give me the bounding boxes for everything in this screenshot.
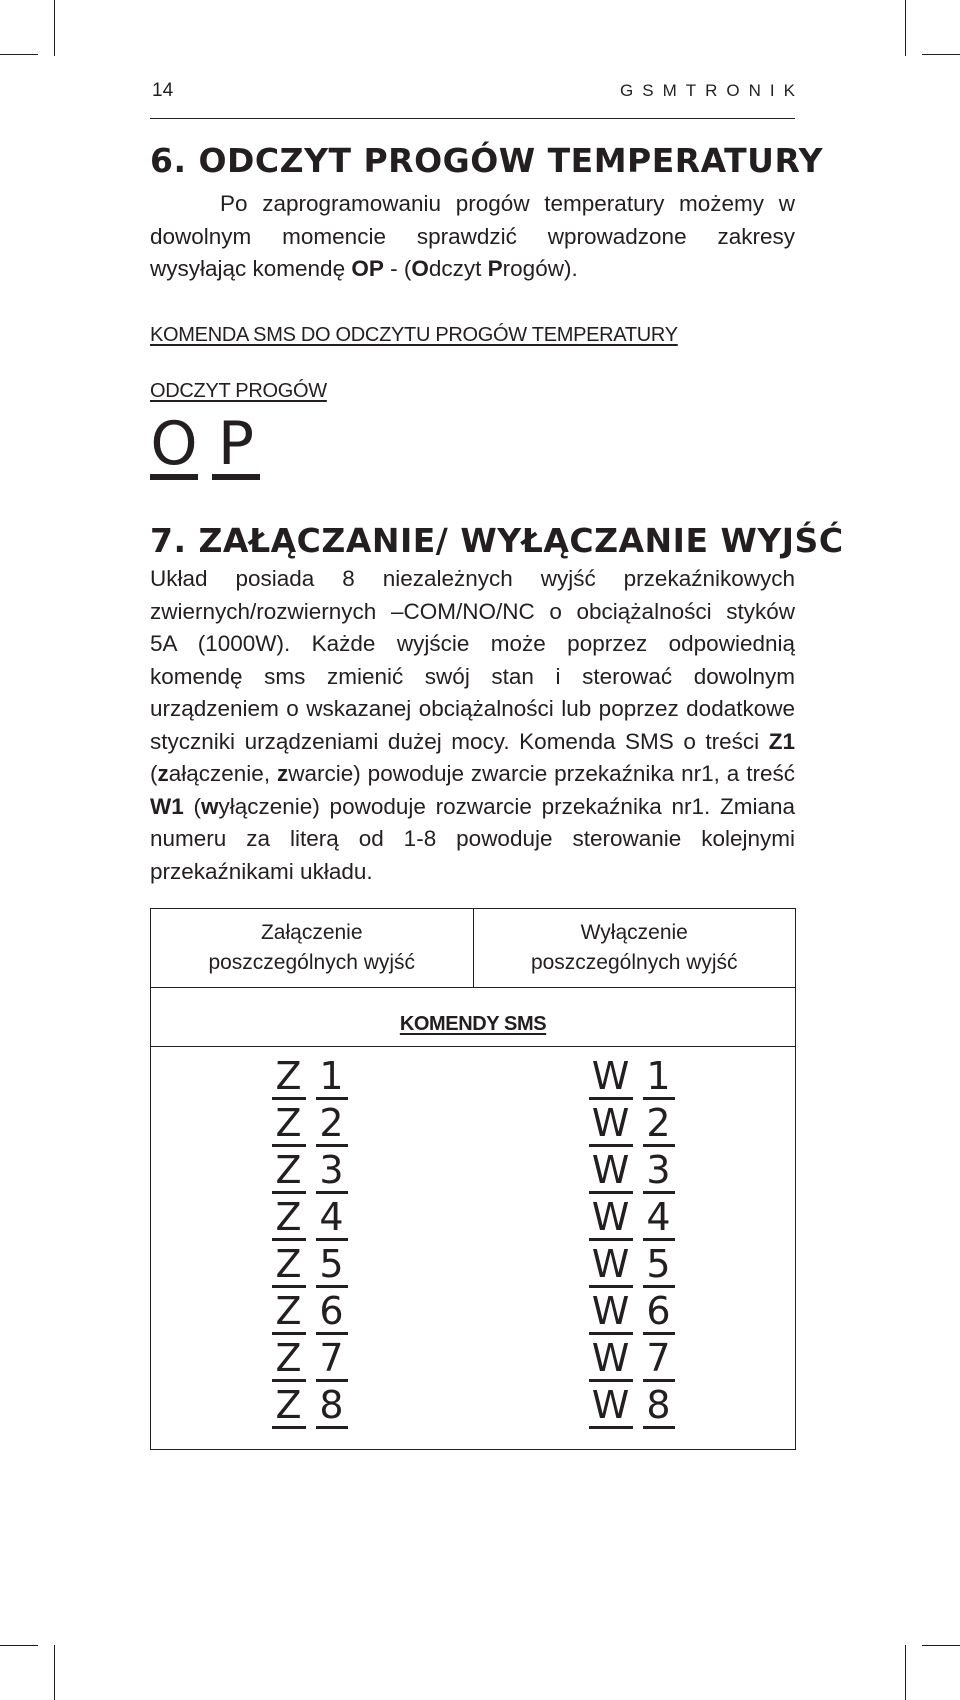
on-column-header: Załączenie poszczególnych wyjść [151, 909, 474, 988]
crop-mark [922, 54, 960, 55]
sms-commands-label-cell [151, 988, 796, 1047]
on-code [272, 1149, 348, 1194]
on-code [272, 1102, 348, 1147]
code-number: 2 [316, 1102, 348, 1147]
section-6-title: 6. ODCZYT PROGÓW TEMPERATURY [150, 141, 823, 180]
section-7-title: 7. ZAŁĄCZANIE/ WYŁĄCZANIE WYJŚĆ [150, 521, 844, 560]
code-letter: W [589, 1290, 633, 1335]
code-number: 3 [643, 1149, 675, 1194]
code-number: 7 [643, 1337, 675, 1382]
off-code [589, 1337, 675, 1382]
sms-commands-table [150, 908, 796, 1450]
section-6-paragraph: Po zaprogramowaniu progów temperatury możemy w dowolnym momencie sprawdzić wprowadzone zakresy wysyłając komendę OP - (Odczyt Progów). [150, 191, 795, 281]
code-letter: W [589, 1149, 633, 1194]
crop-mark [0, 54, 38, 55]
off-codes-list [589, 1055, 675, 1429]
code-letter: W [589, 1243, 633, 1288]
code-number: 4 [643, 1196, 675, 1241]
code-number: 8 [643, 1384, 675, 1429]
code-number: 3 [316, 1149, 348, 1194]
code-letter: Z [272, 1337, 306, 1382]
on-code [272, 1337, 348, 1382]
code-letter: Z [272, 1290, 306, 1335]
code-number: 7 [316, 1337, 348, 1382]
code-number: 2 [643, 1102, 675, 1147]
off-code [589, 1196, 675, 1241]
off-code [589, 1102, 675, 1147]
crop-mark [922, 1645, 960, 1646]
code-letter: W [589, 1384, 633, 1429]
code-letter: Z [272, 1196, 306, 1241]
code-number: 1 [316, 1055, 348, 1100]
code-letter: Z [272, 1243, 306, 1288]
crop-mark [0, 1645, 38, 1646]
code-number: 6 [643, 1290, 675, 1335]
code-number: 5 [316, 1243, 348, 1288]
code-char: P [212, 418, 260, 480]
codes-cell [151, 1047, 796, 1450]
code-number: 8 [316, 1384, 348, 1429]
code-letter: W [589, 1196, 633, 1241]
on-code [272, 1384, 348, 1429]
off-code [589, 1290, 675, 1335]
read-thresholds-label: ODCZYT PROGÓW [150, 380, 327, 402]
on-codes-list [272, 1055, 348, 1429]
op-command-code [150, 409, 260, 480]
crop-mark [905, 0, 906, 56]
section-7-paragraph: Układ posiada 8 niezależnych wyjść przekaźnikowych zwiernych/rozwiernych –COM/NO/NC o obciążalności styków 5A (1000W). Każde wyjście może poprzez odpowiednią komendę sms zmienić swój stan i sterować dowolnym urządzeniem o wskazanej obciążalności lub poprzez dodatkowe styczniki urządzeniami dużej mocy. Komenda SMS o treści Z1 (załączenie, zwarcie) powoduje zwarcie przekaźnika nr1, a treść W1 (wyłączenie) powoduje rozwarcie przekaźnika nr1. Zmiana numeru za literą od 1-8 powoduje sterowanie kolejnymi przekaźnikami układu. [150, 566, 795, 884]
code-char: O [150, 409, 198, 479]
code-letter: Z [272, 1102, 306, 1147]
code-letter: Z [272, 1384, 306, 1429]
on-code [272, 1055, 348, 1100]
code-number: 5 [643, 1243, 675, 1288]
code-number: 4 [316, 1196, 348, 1241]
crop-mark [54, 1645, 55, 1700]
code-number: 6 [316, 1290, 348, 1335]
code-number: 1 [643, 1055, 675, 1100]
sms-commands-label: KOMENDY SMS [399, 1013, 547, 1035]
page-number: 14 [152, 80, 174, 101]
off-code [589, 1149, 675, 1194]
off-code [589, 1055, 675, 1100]
on-code [272, 1290, 348, 1335]
crop-mark [905, 1645, 906, 1700]
on-code [272, 1243, 348, 1288]
sms-command-subheading: KOMENDA SMS DO ODCZYTU PROGÓW TEMPERATURY [150, 324, 678, 346]
on-code [272, 1196, 348, 1241]
off-code [589, 1384, 675, 1429]
code-letter: W [589, 1055, 633, 1100]
brand-name: GSMTRONIK [620, 81, 804, 100]
code-letter: W [589, 1102, 633, 1147]
code-letter: Z [272, 1055, 306, 1100]
page-header [150, 78, 804, 119]
crop-mark [54, 0, 55, 56]
code-letter: Z [272, 1149, 306, 1194]
code-letter: W [589, 1337, 633, 1382]
off-column-header: Wyłączenie poszczególnych wyjść [473, 909, 796, 988]
off-code [589, 1243, 675, 1288]
